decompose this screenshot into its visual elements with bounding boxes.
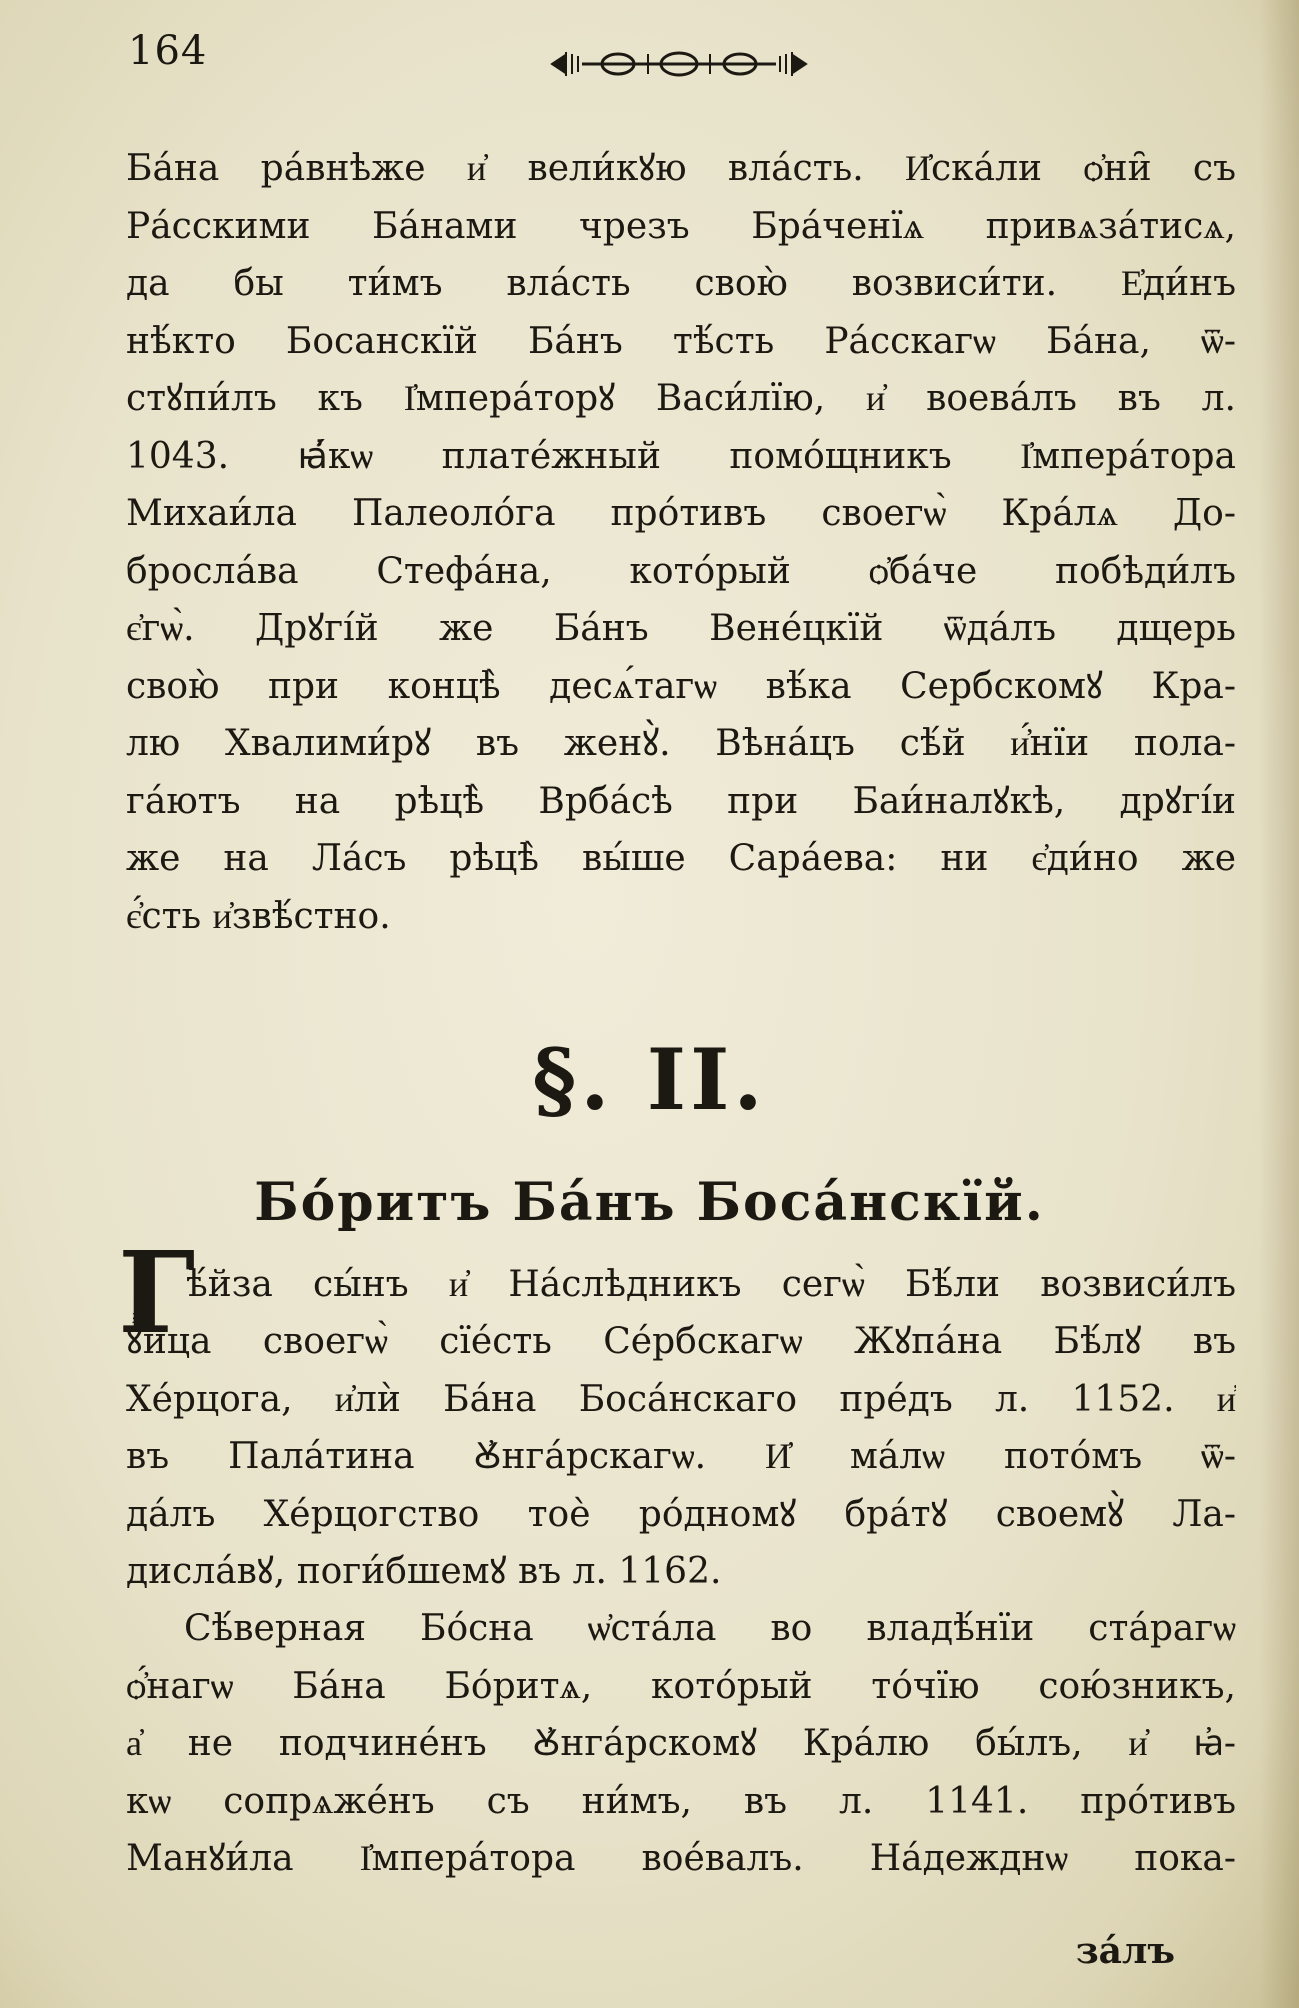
paragraph-1 [126, 140, 1236, 945]
text-line: є҆гѡ̀. Дрꙋгі́й же Ба́нъ Вене́цкїй ѿда́лъ дщерь [126, 608, 1236, 649]
text-line: 1043. ꙗ҆́кѡ плате́жный помо́щникъ І҆мпера́тора [126, 435, 1236, 477]
text-line: а҆ не подчине́нъ Ꙋ҆нга́рскомꙋ Кра́лю бы́лъ, и҆ ꙗ҆- [126, 1723, 1236, 1764]
text-line: кѡ сопрѧже́нъ съ ни́мъ, въ л. 1141. про́тивъ [126, 1780, 1236, 1822]
headpiece-ornament-icon [548, 44, 810, 84]
text-line: стꙋпи́лъ къ І҆мперáторꙋ Васи́лїю, и҆ воева́лъ въ л. [126, 378, 1236, 419]
text-line: лю Хвалими́рꙋ въ женꙋ̀. Вѣнáцъ сѣ́й и҆́нїи пола- [126, 723, 1236, 764]
text-line: Михаи́ла Палеоло́га про́тивъ своегѡ̀ Кра́лѧ До- [126, 493, 1236, 534]
text-line: Ра́сскими Ба́нами чрезъ Бра́ченїѧ привѧза́тисѧ, [126, 205, 1236, 247]
text-line: є҆́сть и҆звѣ́стно. [126, 895, 391, 937]
text-line: дисла́вꙋ, поги́бшемꙋ въ л. 1162. [126, 1551, 722, 1592]
paragraph-2 [126, 1313, 1236, 1601]
paragraph-3 [126, 1600, 1236, 1888]
text-line: Сѣ́верная Бо́сна ѡ҆ста́ла во владѣ́нїи ста́рагѡ [184, 1608, 1236, 1649]
text-line: въ Пала́тина Ꙋ҆нга́рскагѡ. И҆ ма́лѡ пото́мъ ѿ- [126, 1436, 1236, 1477]
text-line: свою̀ при концѣ̀ десѧ́тагѡ вѣ́ка Сербскомꙋ Кра- [126, 665, 1236, 707]
text-line: Манꙋи́ла І҆мпера́тора вое́валъ. На́дежднѡ пока- [126, 1838, 1236, 1879]
page-number: 164 [128, 28, 208, 74]
text-line: брослáва Стефа́на, кото́рый ѻ҆ба́че побѣди́лъ [126, 550, 1236, 592]
section-number: §. II. [532, 1030, 767, 1129]
page-edge-shadow [1259, 0, 1299, 2008]
drop-cap-letter: Г [118, 1228, 196, 1359]
text-line: нѣ́кто Босанскїй Ба́нъ тѣ́сть Ра́сскагѡ Ба́на, ѿ- [126, 320, 1236, 362]
section-title: Бо́ритъ Ба́нъ Боса́нскїй. [254, 1172, 1045, 1233]
text-line: да бы ти́мъ вла́сть свою̀ возвиси́ти. Е҆ди́нъ [126, 263, 1236, 304]
text-line: да́лъ Хе́рцогство тоѐ ро́дномꙋ бра́тꙋ своемꙋ̀ Ла- [126, 1493, 1236, 1535]
text-line: ѣ́йза сы́нъ и҆ На́слѣдникъ сегѡ̀ Бѣ́ли возвиси́лъ [186, 1264, 1236, 1305]
text-line: Хе́рцога, и҆лѝ Ба́на Боса́нскаго пре́дъ л. 1152. и҆ [126, 1378, 1236, 1420]
text-line: гáютъ на рѣцѣ̀ Врба́сѣ при Баи́налꙋкѣ, дрꙋгі́и [126, 780, 1236, 822]
text-line: ѻ҆́нагѡ Ба́на Бо́ритѧ, кото́рый то́чїю сою́зникъ, [126, 1665, 1236, 1707]
text-line: же на Ла́съ рѣцѣ̀ вы́ше Сара́ева: ни є҆ди́но же [126, 838, 1236, 879]
text-line: Бáна рáвнѣже и҆ вели́кꙋю вла́сть. И҆ска́ли ѻ҆ни̑ съ [126, 148, 1236, 189]
paragraph-2-dropcap-lines [186, 1256, 1236, 1314]
text-line: ꙋ҆́йца своегѡ̀ сїе́сть Се́рбскагѡ Жꙋпа́на Бѣ́лꙋ въ [126, 1321, 1236, 1362]
catchword: за́лъ [1075, 1930, 1175, 1972]
